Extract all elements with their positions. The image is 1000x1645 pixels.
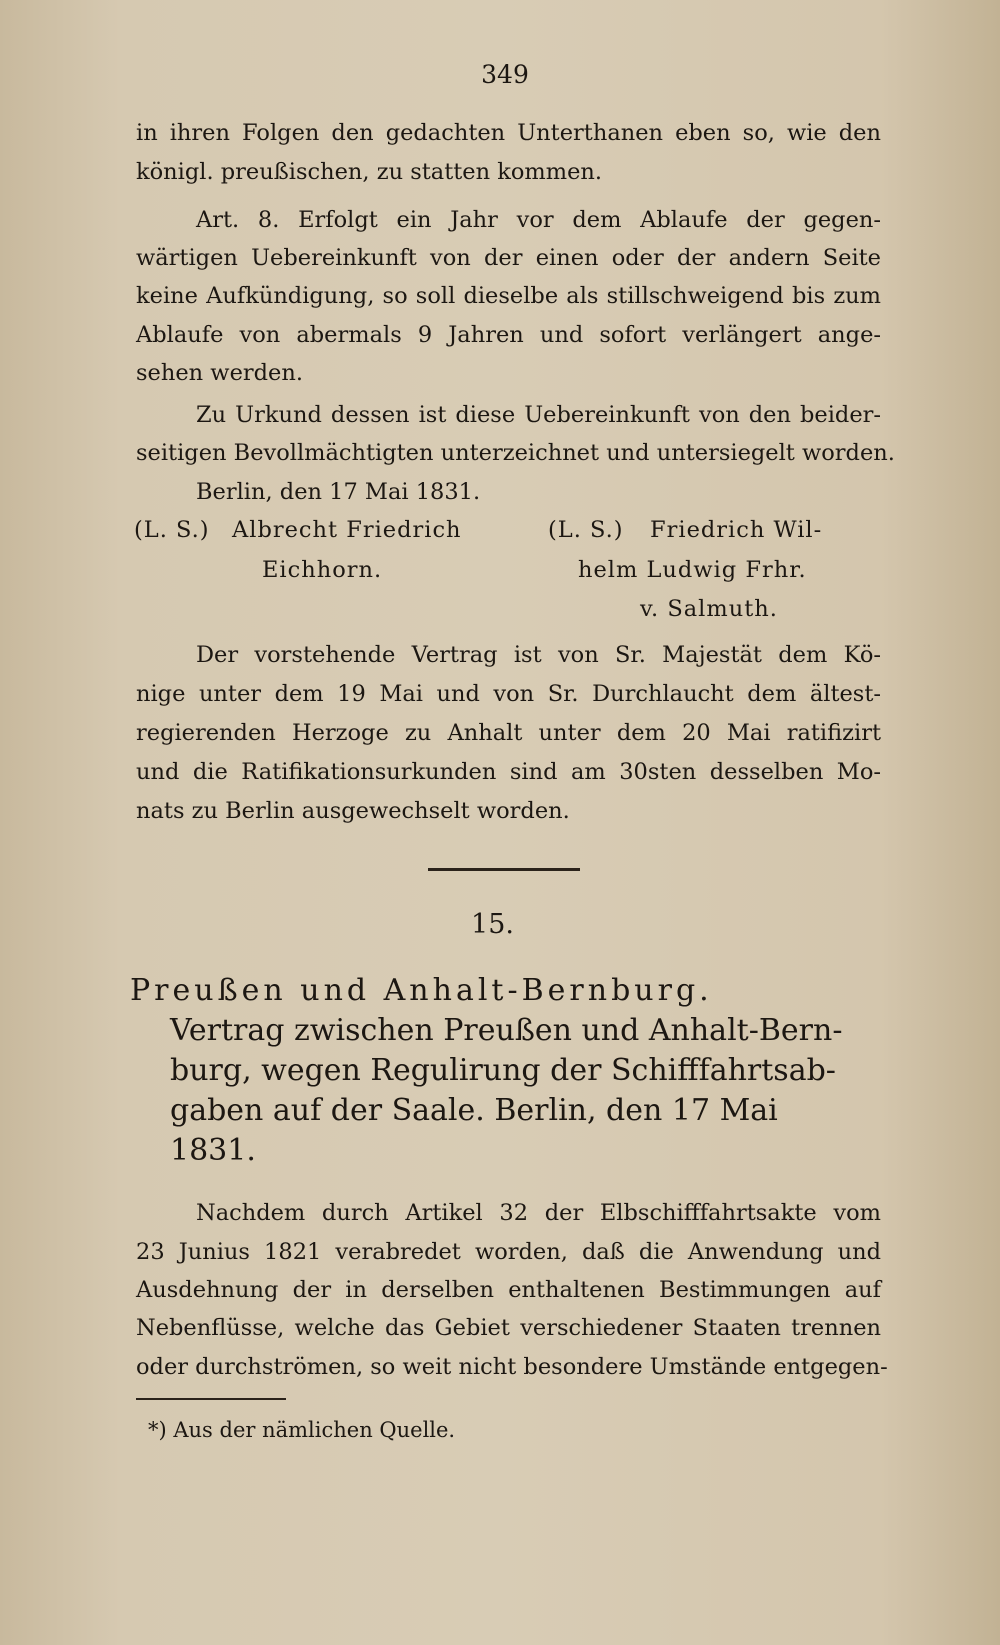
section-title-line: 1831. bbox=[170, 1133, 256, 1168]
text-line: Ausdehnung der in derselben enthaltenen Bestimmungen auf bbox=[136, 1277, 881, 1303]
seal-left: (L. S.) bbox=[134, 517, 210, 543]
text-line: regierenden Herzoge zu Anhalt unter dem 20 Mai ratifizirt bbox=[136, 720, 881, 746]
text-line: 23 Junius 1821 verabredet worden, daß die Anwendung und bbox=[136, 1239, 881, 1265]
text-line: nige unter dem 19 Mai und von Sr. Durchlaucht dem ältest- bbox=[136, 681, 881, 707]
text-line: Der vorstehende Vertrag ist von Sr. Majestät dem Kö- bbox=[196, 642, 881, 668]
signatory-left-line-1: Albrecht Friedrich bbox=[232, 517, 462, 543]
text-line: sehen werden. bbox=[136, 360, 304, 386]
signatory-right-line-2: helm Ludwig Frhr. bbox=[578, 557, 807, 583]
text-line: seitigen Bevollmächtigten unterzeichnet und untersiegelt worden. bbox=[136, 440, 895, 466]
signatory-right-line-3: v. Salmuth. bbox=[640, 596, 778, 622]
text-line: Zu Urkund dessen ist diese Uebereinkunft von den beider- bbox=[196, 402, 881, 428]
text-line: und die Ratifikationsurkunden sind am 30sten desselben Mo- bbox=[136, 759, 881, 785]
text-line: wärtigen Uebereinkunft von der einen oder der andern Seite bbox=[136, 245, 881, 271]
text-line: Nebenflüsse, welche das Gebiet verschiedener Staaten trennen bbox=[136, 1315, 881, 1341]
section-title-line: burg, wegen Regulirung der Schifffahrtsab- bbox=[170, 1053, 836, 1088]
section-number: 15. bbox=[471, 909, 514, 940]
page-number: 349 bbox=[481, 60, 529, 89]
section-title-line: gaben auf der Saale. Berlin, den 17 Mai bbox=[170, 1093, 778, 1128]
text-line: oder durchströmen, so weit nicht besondere Umstände entgegen- bbox=[136, 1354, 888, 1380]
signatory-right-line-1: Friedrich Wil- bbox=[650, 517, 823, 543]
section-divider bbox=[428, 868, 580, 871]
footnote-divider bbox=[136, 1398, 286, 1400]
text-line: keine Aufkündigung, so soll dieselbe als stillschweigend bis zum bbox=[136, 283, 881, 309]
text-line: nats zu Berlin ausgewechselt worden. bbox=[136, 798, 570, 824]
text-line: Nachdem durch Artikel 32 der Elbschifffahrtsakte vom bbox=[196, 1200, 881, 1226]
footnote: *) Aus der nämlichen Quelle. bbox=[148, 1418, 456, 1442]
text-line: Art. 8. Erfolgt ein Jahr vor dem Ablaufe der gegen- bbox=[196, 207, 881, 233]
section-title-line: Vertrag zwischen Preußen und Anhalt-Bern- bbox=[170, 1013, 843, 1048]
text-line: in ihren Folgen den gedachten Unterthanen eben so, wie den bbox=[136, 120, 881, 146]
section-title-line: Preußen und Anhalt-Bernburg. bbox=[130, 973, 713, 1008]
signatory-left-line-2: Eichhorn. bbox=[262, 557, 383, 583]
seal-right: (L. S.) bbox=[548, 517, 624, 543]
text-line: Ablaufe von abermals 9 Jahren und sofort verlängert ange- bbox=[136, 322, 881, 348]
place-date-line: Berlin, den 17 Mai 1831. bbox=[196, 479, 481, 505]
text-line: königl. preußischen, zu statten kommen. bbox=[136, 159, 603, 185]
